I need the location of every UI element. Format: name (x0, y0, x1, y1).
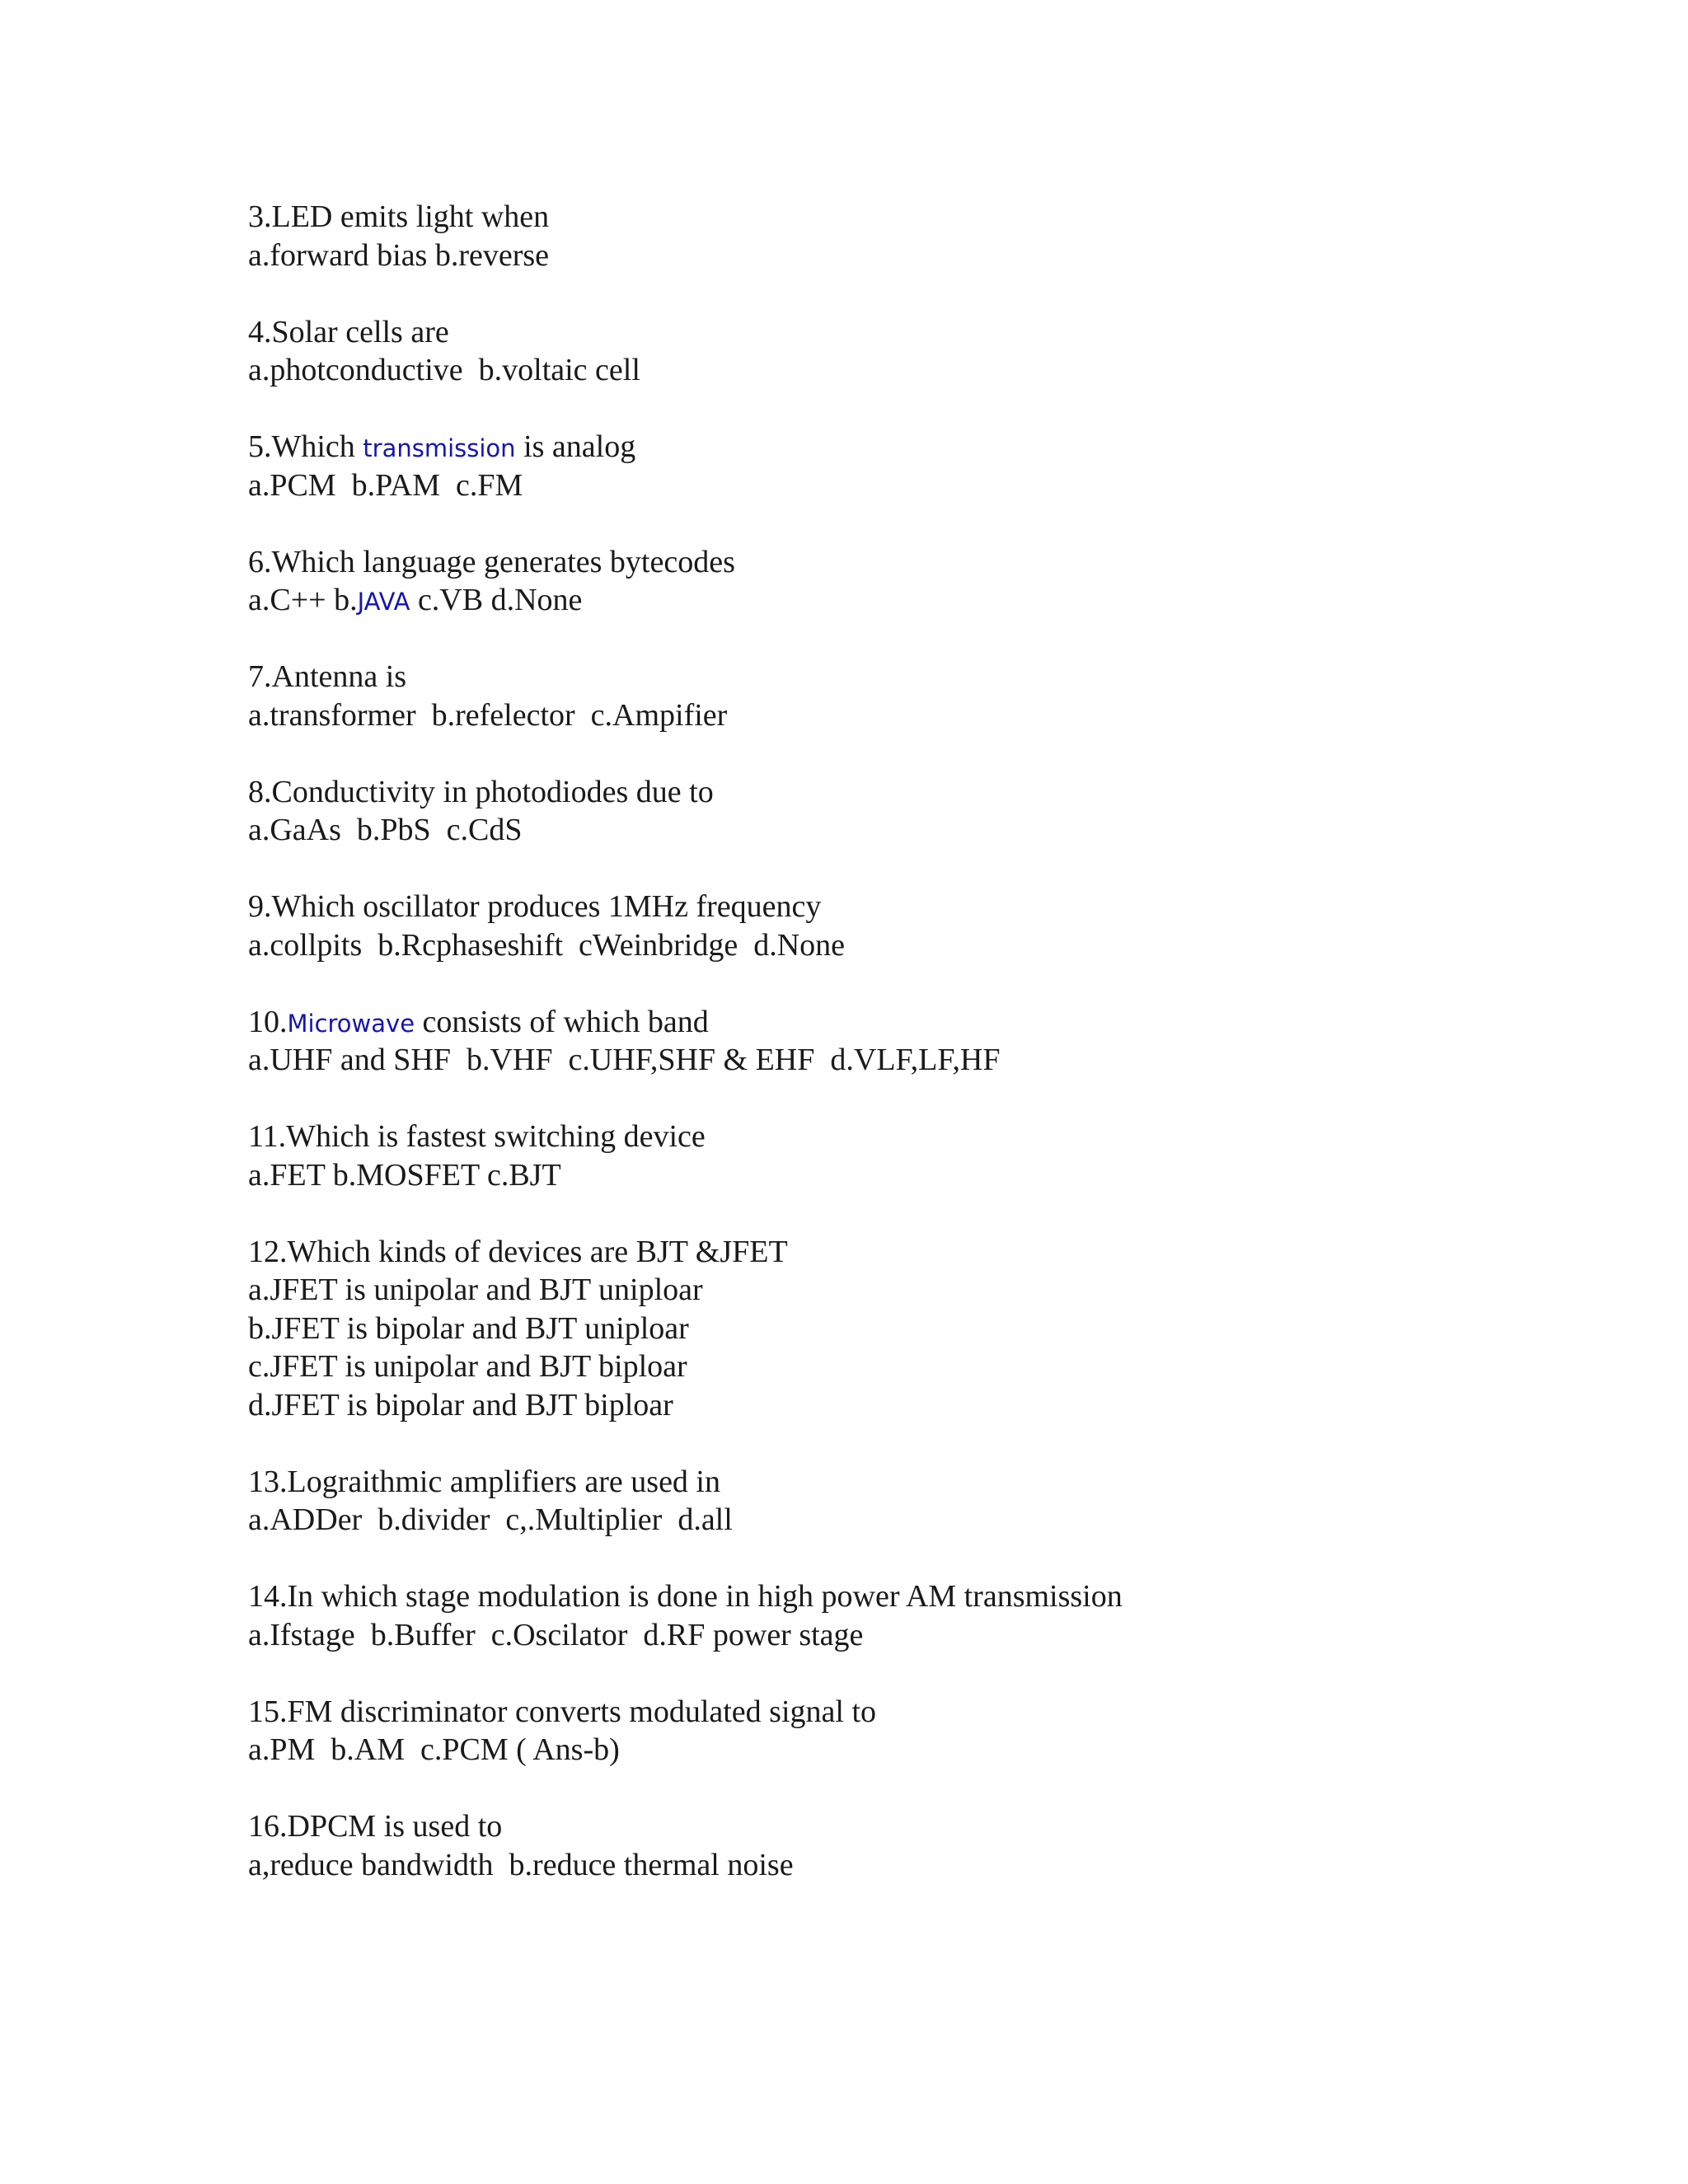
microwave-link[interactable]: Microwave (287, 1009, 415, 1038)
question-text-prefix: 10. (248, 1004, 288, 1039)
java-link[interactable]: JAVA (357, 588, 410, 616)
question-13 (248, 1463, 1649, 1540)
option-prefix: a.C++ b. (248, 583, 358, 617)
question-3 (248, 198, 1649, 274)
question-text: 14.In which stage modulation is done in high power AM transmission (248, 1579, 1123, 1614)
question-text-prefix: 5.Which (248, 429, 363, 464)
question-text: 9.Which oscillator produces 1MHz frequency (248, 889, 822, 924)
question-text-suffix: is analog (515, 429, 636, 464)
transmission-link[interactable]: transmission (363, 434, 516, 462)
question-options (248, 581, 1649, 620)
question-text (248, 1003, 1649, 1042)
question-text: 12.Which kinds of devices are BJT &JFET (248, 1234, 788, 1269)
question-text: 15.FM discriminator converts modulated signal to (248, 1694, 877, 1729)
question-5 (248, 428, 1649, 504)
option-suffix: c.VB d.None (410, 583, 583, 617)
question-text: 3.LED emits light when (248, 199, 550, 234)
question-8 (248, 773, 1649, 850)
question-options: a,reduce bandwidth b.reduce thermal noise (248, 1847, 794, 1882)
question-6 (248, 543, 1649, 620)
question-text-suffix: consists of which band (415, 1004, 709, 1039)
question-options: a.UHF and SHF b.VHF c.UHF,SHF & EHF d.VLF,LF,HF (248, 1043, 1001, 1077)
question-options: a.forward bias b.reverse (248, 237, 550, 273)
question-options: a.Ifstage b.Buffer c.Oscilator d.RF power stage (248, 1617, 864, 1652)
question-option-c: c.JFET is unipolar and BJT biploar (248, 1349, 687, 1384)
question-7 (248, 658, 1649, 734)
question-options: a.transformer b.refelector c.Ampifier (248, 697, 728, 733)
question-options: a.FET b.MOSFET c.BJT (248, 1157, 561, 1193)
question-text: 16.DPCM is used to (248, 1809, 503, 1844)
question-10 (248, 1003, 1649, 1080)
document-page (248, 198, 1649, 1923)
question-options: a.PCM b.PAM c.FM (248, 467, 523, 503)
question-16 (248, 1807, 1649, 1884)
question-15 (248, 1693, 1649, 1769)
question-options: a.ADDer b.divider c,.Multiplier d.all (248, 1502, 733, 1537)
question-options: a.PM b.AM c.PCM ( Ans-b) (248, 1732, 620, 1767)
question-text: 11.Which is fastest switching device (248, 1119, 706, 1154)
question-text: 13.Lograithmic amplifiers are used in (248, 1464, 720, 1499)
question-options: a.GaAs b.PbS c.CdS (248, 813, 523, 847)
question-4 (248, 313, 1649, 390)
question-options: a.collpits b.Rcphaseshift cWeinbridge d.None (248, 927, 846, 963)
question-14 (248, 1577, 1649, 1654)
question-text: 7.Antenna is (248, 659, 407, 694)
question-option-d: d.JFET is bipolar and BJT biploar (248, 1387, 673, 1422)
question-9 (248, 888, 1649, 964)
question-11 (248, 1118, 1649, 1194)
question-option-b: b.JFET is bipolar and BJT uniploar (248, 1310, 689, 1346)
question-options: a.photconductive b.voltaic cell (248, 353, 640, 387)
question-text (248, 428, 1649, 466)
question-text: 6.Which language generates bytecodes (248, 544, 735, 579)
question-12 (248, 1233, 1649, 1425)
question-option-a: a.JFET is unipolar and BJT uniploar (248, 1272, 703, 1307)
question-text: 8.Conductivity in photodiodes due to (248, 774, 714, 809)
question-text: 4.Solar cells are (248, 314, 449, 349)
